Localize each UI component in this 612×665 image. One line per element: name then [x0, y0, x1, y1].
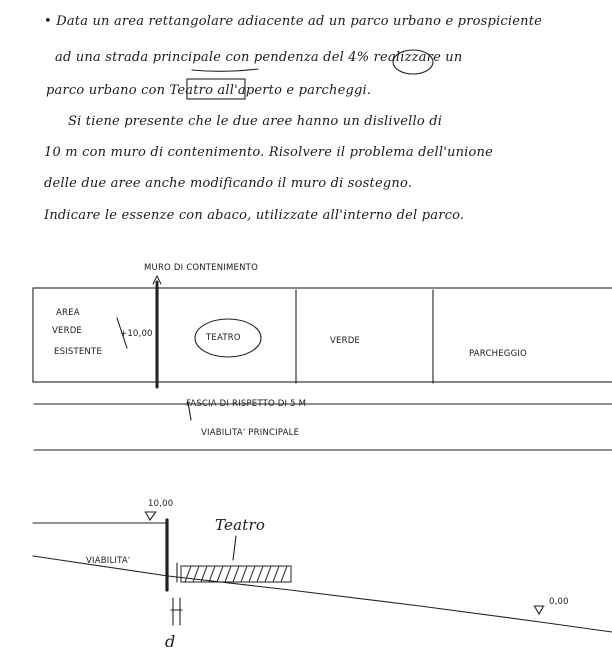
- area-label-line-1: AREA: [56, 308, 80, 318]
- box-teatro: [187, 79, 245, 99]
- section-drawing: [33, 512, 612, 632]
- text-line-3: parco urbano con Teatro all'aperto e parcheggi.: [46, 83, 372, 98]
- area-label-line-3: ESISTENTE: [54, 347, 102, 357]
- level-top-label: 10,00: [148, 499, 174, 509]
- text-line-2: ad una strada principale con pendenza del 4% realizzare un: [55, 50, 463, 65]
- underline-strada-principale: [192, 69, 258, 71]
- verde-label: VERDE: [330, 336, 361, 346]
- level-label: +10,00: [120, 329, 153, 339]
- road-profile: [33, 556, 612, 632]
- circle-4-percent: [393, 50, 433, 74]
- fascia-label: FASCIA DI RISPETTO DI 5 M: [186, 399, 307, 409]
- section-teatro-label: Teatro: [215, 516, 266, 534]
- parcheggio-label: PARCHEGGIO: [469, 349, 527, 359]
- text-line-5: 10 m con muro di contenimento. Risolvere il problema dell'unione: [44, 145, 494, 160]
- teatro-label: TEATRO: [206, 333, 241, 343]
- d-label: d: [165, 632, 176, 651]
- plan-drawing: [33, 288, 612, 450]
- text-line-1: • Data un area rettangolare adiacente ad un parco urbano e prospiciente: [44, 14, 543, 29]
- section-viabilita-label: VIABILITA': [86, 556, 131, 566]
- level-bottom-label: 0,00: [549, 597, 569, 607]
- area-label-line-2: VERDE: [52, 326, 83, 336]
- muro-label: MURO DI CONTENIMENTO: [144, 263, 258, 273]
- viabilita-label: VIABILITA' PRINCIPALE: [201, 428, 300, 438]
- text-line-7: Indicare le essenze con abaco, utilizzate all'interno del parco.: [44, 208, 465, 223]
- text-line-4: Si tiene presente che le due aree hanno un dislivello di: [68, 114, 443, 129]
- text-line-6: delle due aree anche modificando il muro di sostegno.: [44, 176, 413, 191]
